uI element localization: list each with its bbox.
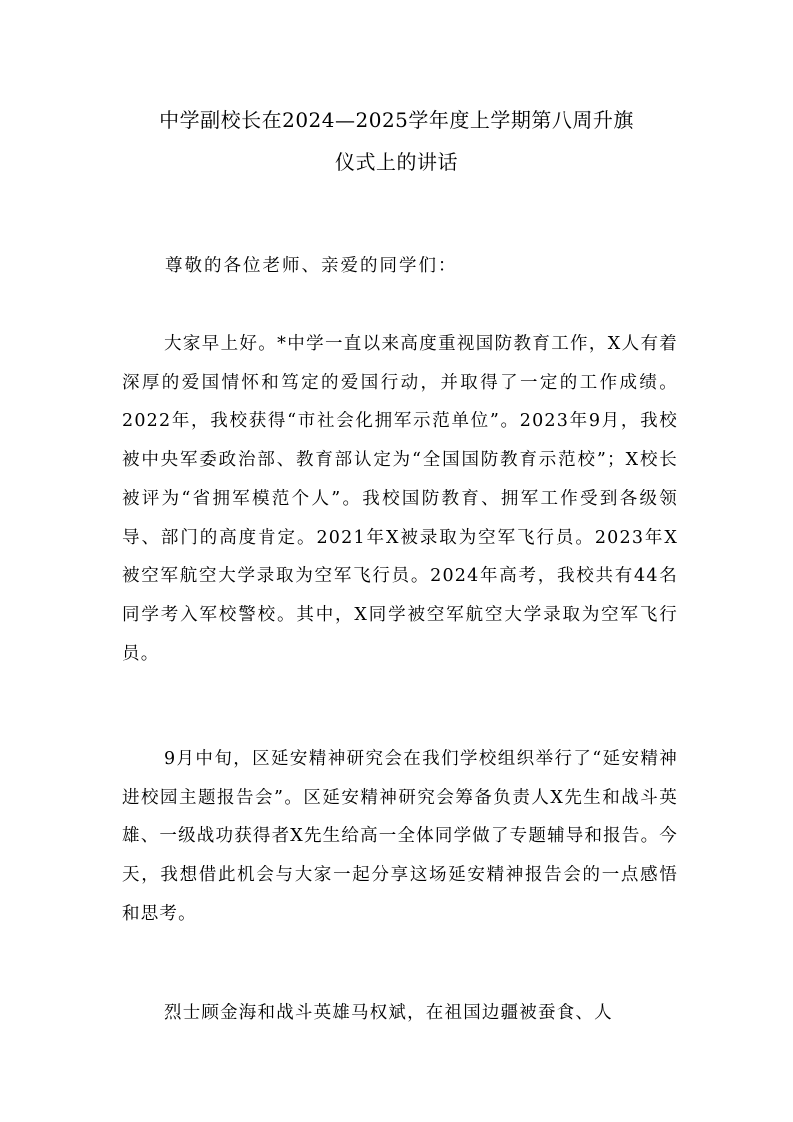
paragraph-1: 大家早上好。*中学一直以来高度重视国防教育工作，X人有着深厚的爱国情怀和笃定的爱国行动，并取得了一定的工作成绩。2022年，我校获得“市社会化拥军示范单位”。2023年9月，我校被中央军委政治部、教育部认定为“全国国防教育示范校”；X校长被评为“省拥军模范个人”。我校国防教育、拥军工作受到各级领导、部门的高度肯定。2021年X被录取为空军飞行员。2023年X被空军航空大学录取为空军飞行员。2024年高考，我校共有44名同学考入军校警校。其中，X同学被空军航空大学录取为空军飞行员。	[122, 334, 678, 664]
document-title-line-1: 中学副校长在2024—2025学年度上学期第八周升旗	[159, 108, 634, 132]
document-title-line-2: 仪式上的讲话	[335, 150, 458, 174]
salutation: 尊敬的各位老师、亲爱的同学们：	[165, 256, 458, 276]
paragraph-3: 烈士顾金海和战斗英雄马权斌，在祖国边疆被蚕食、人	[164, 1003, 613, 1023]
paragraph-2: 9月中旬，区延安精神研究会在我们学校组织举行了“延安精神进校园主题报告会”。区延安精神研究会筹备负责人X先生和战斗英雄、一级战功获得者X先生给高一全体同学做了专题辅导和报告。今天，我想借此机会与大家一起分享这场延安精神报告会的一点感悟和思考。	[122, 749, 678, 924]
